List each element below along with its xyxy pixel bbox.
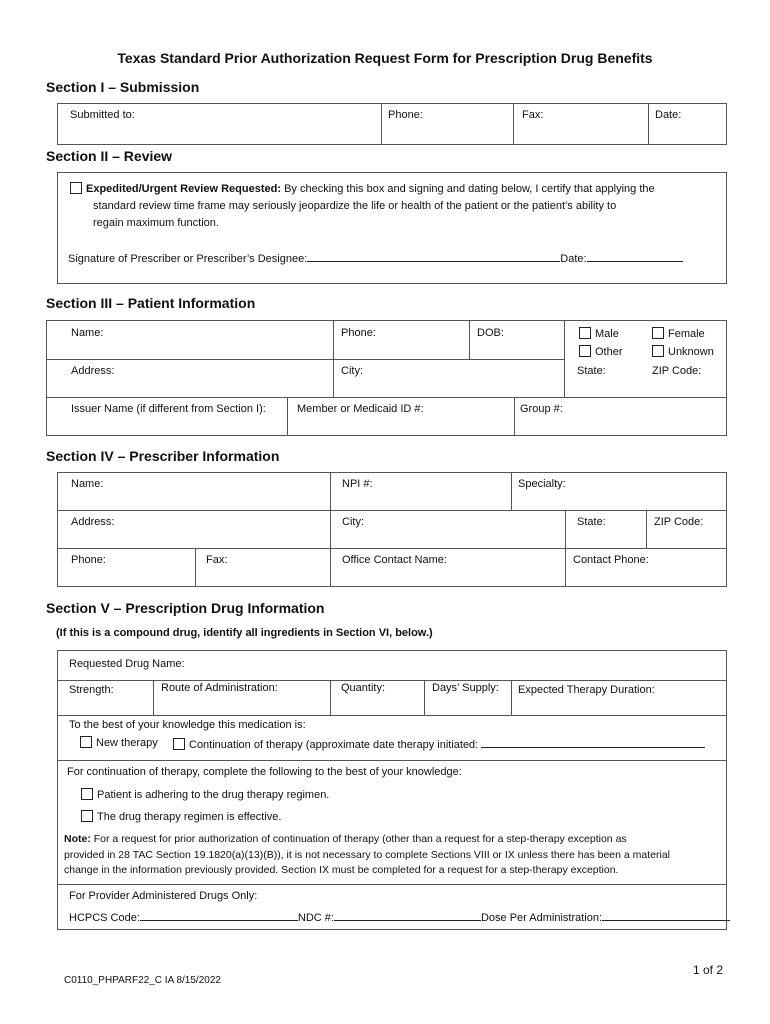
effective-label: The drug therapy regimen is effective. — [97, 811, 282, 823]
effective-checkbox[interactable] — [81, 810, 93, 822]
days-supply-field[interactable]: Days’ Supply: — [432, 682, 499, 694]
adhering-checkbox[interactable] — [81, 788, 93, 800]
prescriber-phone-field[interactable]: Phone: — [71, 554, 106, 566]
expedited-label: Expedited/Urgent Review Requested: — [86, 183, 281, 195]
hcpcs-label: HCPCS Code: — [69, 912, 140, 924]
male-checkbox[interactable] — [579, 327, 591, 339]
strength-field[interactable]: Strength: — [69, 684, 114, 696]
section-5-heading: Section V – Prescription Drug Information — [46, 600, 325, 616]
expedited-text-1: By checking this box and signing and dating below, I certify that applying the — [284, 183, 655, 195]
prescriber-state-field[interactable]: State: — [577, 516, 606, 528]
unknown-label: Unknown — [668, 346, 714, 358]
ndc-line[interactable] — [334, 909, 481, 921]
section-2-heading: Section II – Review — [46, 148, 173, 164]
prescriber-city-field[interactable]: City: — [342, 516, 364, 528]
patient-name-field[interactable]: Name: — [71, 327, 104, 339]
expedited-text-3: regain maximum function. — [93, 217, 219, 229]
section-5-subheading: (If this is a compound drug, identify all ingredients in Section VI, below.) — [56, 627, 433, 639]
section-1-heading: Section I – Submission — [46, 79, 200, 95]
prescriber-zip-field[interactable]: ZIP Code: — [654, 516, 704, 528]
dose-label: Dose Per Administration: — [480, 912, 603, 924]
form-id: C0110_PHPARF22_C IA 8/15/2022 — [64, 975, 221, 986]
member-id-field[interactable]: Member or Medicaid ID #: — [297, 403, 424, 415]
patient-phone-field[interactable]: Phone: — [341, 327, 376, 339]
continuation-note — [64, 832, 724, 879]
note-line-2: provided in 28 TAC Section 19.1820(a)(13)(B)), it is not necessary to complete Sections VIII or IX unless there has been a material — [64, 848, 671, 861]
note-line-3: change in the information previously provided. Section IX must be completed for a request for a step-therapy exception. — [64, 864, 619, 876]
submission-fax-field[interactable]: Fax: — [522, 109, 544, 121]
section-1-box — [57, 103, 727, 145]
requested-drug-field[interactable]: Requested Drug Name: — [69, 658, 185, 670]
unknown-checkbox[interactable] — [652, 345, 664, 357]
female-label: Female — [668, 328, 705, 340]
note-label: Note: — [64, 833, 91, 845]
prescriber-fax-field[interactable]: Fax: — [206, 554, 228, 566]
female-checkbox[interactable] — [652, 327, 664, 339]
expedited-text-2: standard review time frame may seriously jeopardize the life or health of the patient or the patient’s ability to — [93, 200, 617, 212]
section-4-box — [57, 472, 727, 587]
provider-admin-label: For Provider Administered Drugs Only: — [69, 890, 258, 902]
hcpcs-line[interactable] — [140, 909, 298, 921]
male-label: Male — [595, 328, 619, 340]
expected-duration-field[interactable]: Expected Therapy Duration: — [518, 684, 655, 696]
submission-phone-field[interactable]: Phone: — [388, 109, 423, 121]
office-contact-field[interactable]: Office Contact Name: — [342, 554, 447, 566]
provider-admin-row — [69, 909, 730, 924]
new-therapy-label: New therapy — [96, 737, 158, 749]
form-title: Texas Standard Prior Authorization Request Form for Prescription Drug Benefits — [117, 50, 653, 66]
patient-zip-field[interactable]: ZIP Code: — [652, 365, 702, 377]
section-2-box — [57, 172, 727, 284]
prescriber-address-field[interactable]: Address: — [71, 516, 115, 528]
prescriber-name-field[interactable]: Name: — [71, 478, 104, 490]
specialty-field[interactable]: Specialty: — [518, 478, 566, 490]
adhering-label: Patient is adhering to the drug therapy regimen. — [97, 789, 330, 801]
signature-date-line[interactable] — [587, 250, 683, 262]
submitted-to-field[interactable]: Submitted to: — [70, 109, 135, 121]
section-3-heading: Section III – Patient Information — [46, 295, 256, 311]
continuation-checkbox[interactable] — [173, 738, 185, 750]
patient-dob-field[interactable]: DOB: — [477, 327, 504, 339]
note-line-1: For a request for prior authorization of continuation of therapy (other than a request for a step-therapy exception as — [93, 833, 627, 845]
npi-field[interactable]: NPI #: — [342, 478, 373, 490]
other-checkbox[interactable] — [579, 345, 591, 357]
section-5-box — [57, 650, 727, 930]
route-field[interactable]: Route of Administration: — [161, 682, 278, 694]
continuation-intro: For continuation of therapy, complete the following to the best of your knowledge: — [67, 766, 462, 778]
expedited-checkbox[interactable] — [70, 182, 82, 194]
patient-address-field[interactable]: Address: — [71, 365, 115, 377]
signature-row — [68, 250, 718, 267]
page-number: 1 of 2 — [693, 963, 724, 977]
group-number-field[interactable]: Group #: — [520, 403, 563, 415]
knowledge-label: To the best of your knowledge this medication is: — [69, 719, 306, 731]
initiated-date-line[interactable] — [481, 736, 705, 748]
submission-date-field[interactable]: Date: — [655, 109, 682, 121]
other-label: Other — [595, 346, 623, 358]
section-4-heading: Section IV – Prescriber Information — [46, 448, 280, 464]
patient-state-field[interactable]: State: — [577, 365, 606, 377]
new-therapy-checkbox[interactable] — [80, 736, 92, 748]
dose-line[interactable] — [602, 909, 730, 921]
ndc-label: NDC #: — [297, 912, 334, 924]
quantity-field[interactable]: Quantity: — [341, 682, 386, 694]
issuer-name-field[interactable]: Issuer Name (if different from Section I): — [71, 403, 266, 415]
patient-city-field[interactable]: City: — [341, 365, 363, 377]
signature-line[interactable] — [307, 250, 560, 262]
signature-date-label: Date: — [560, 253, 587, 265]
signature-label: Signature of Prescriber or Prescriber’s Designee: — [68, 253, 308, 265]
contact-phone-field[interactable]: Contact Phone: — [573, 554, 649, 566]
continuation-label: Continuation of therapy (approximate date therapy initiated: — [189, 739, 479, 751]
section-3-box — [46, 320, 727, 436]
